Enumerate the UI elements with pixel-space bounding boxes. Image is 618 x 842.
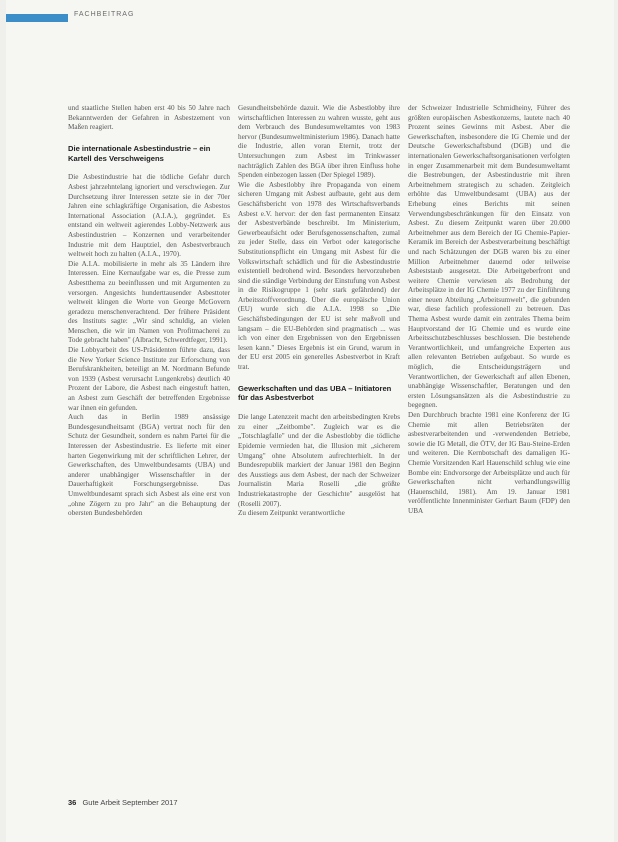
page-number: 36 (68, 798, 77, 807)
paragraph: Den Durchbruch brachte 1981 eine Konferenz der IG Chemie mit allen Betriebsräten der asbestverarbeitenden und -verwendenden Betriebe, sowie die IG Metall, die ÖTV, der IG Bau-Steine-Erden und weiteren. Die Kernbotschaft des damaligen IG-Chemie Vorsitzenden Karl Hauenschild schlug wie eine Bombe ein: Endvorsorge der Arbeitsplätze und auch für Gewerkschaften nicht verhandlungswillig (Hauenschild, 1981). Am 19. Januar 1981 veröffentlichte Innenminister Gerhart Baum (FDP) den UBA (408, 411, 570, 515)
paragraph: Die Asbestindustrie hat die tödliche Gefahr durch Asbest jahrzehntelang ignoriert und verschwiegen. Zur Durchsetzung ihrer Interessen setzte sie in der 70er Jahren eine schlagkräftige Organisation, die Asbestos International Association (A.I.A.), gegründet. Es entstand ein weltweit agierendes Lobby-Netzwerk aus Asbestindustrien – Konzernen und verarbeitender Industrie mit dem Hauptziel, den Asbestverbrauch weltweit hoch zu halten (A.I.A., 1970). (68, 173, 230, 259)
section-color-bar (6, 14, 68, 22)
paragraph: der Schweizer Industrielle Schmidheiny, Führer des größten europäischen Asbestkonzerns, lautete nach 40 Prozent seines Gewinns mit Asbest. Aber die Gewerkschaften, insbesondere die IG Chemie und der Deutsche Gewerkschaftsbund (DGB) und die internationalen Gewerkschaftsorganisationen verfolgten in enger Zusammenarbeit mit dem Bundesumweltamt die Bestrebungen, der Asbestindustrie mit ihren Arbeitnehmern strategisch zu schaden. Zeitgleich erhöhte das Umweltbundesamt (UBA) aus der Erhebung eines Berichts mit seinen Verwendungsbeschränkungen für den Einsatz von Asbest. Zu diesem Zeitpunkt waren über 20.000 Arbeitnehmer aus dem Bereich der IG Chemie-Papier-Keramik im Bereich der Asbestverarbeitung beschäftigt und nach Schätzungen der DGB waren bis zu einer Million Arbeitnehmer dauernd oder teilweise Asbeststaub ausgesetzt. Die Arbeitgeberfront und weitere Chemie verwiesen als Bedrohung der Arbeitsplätze in der IG Chemie 1977 zu der Einführung einer neuen Abteilung „Arbeitsumwelt", die gebunden war, diese fachlich professionell zu betreuen. Das Thema Asbest wurde damit ein zentrales Thema beim Hauptvorstand der IG Chemie und es wurde eine Arbeitsschutzbeschlusses beschlossen. Die bestehende Verantwortlichkeit, und umfangreiche Experten aus allen relevanten Betrieben aufgebaut. So wurde es möglich, die Entscheidungsträgern und Verantwortlichen, der Gewerkschaft auf allen Ebenen, unabhängige Wissenschaftler, Beratungen und den ersten Lösungsansätzen als die Asbestindustrie zu begegnen. (408, 104, 570, 410)
paragraph: Auch das in Berlin 1989 ansässige Bundesgesundheitsamt (BGA) vertrat noch für den Schutz der Gesundheit, sondern es nahm Partei für die Interessen der Asbestindustrie. Es lieferte mit einer harten Gegenwirkung mit der schriftlichen Lehrer, der Gewerkschaften, des Umweltbundesamts (UBA) und anderer unabhängiger Wissenschaftler in der Dauerhaftigkeit Forschungsergebnisse. Das Umweltbundesamt sprach sich Asbest als eine erst von „ohne Zögern zu pro Jahr" an die Behauptung der obersten Bundesbehörden (68, 413, 230, 518)
paragraph: Gesundheitsbehörde dazuit. Wie die Asbestlobby ihre wirtschaftlichen Interessen zu wahren wusste, geht aus dem Verbrauch des Bundesumweltamtes von 1983 hervor (Bundesumweltministerium 1986). Danach hatte die Industrie, allen voran Eternit, trotz der Untersuchungen zum Asbest im Trinkwasser nachträglich Zahlen des BGA über ihren Einfluss hohe Spenden einbezogen lassen (Der Spiegel 1989). (238, 104, 400, 180)
section-heading: Die internationale Asbestindustrie – ein Kartell des Verschweigens (68, 143, 211, 163)
paragraph: Die A.I.A. mobilisierte in mehr als 35 Ländern ihre Interessen. Eine Kernaufgabe war es, die Presse zum Asbestthema zu beeinflussen und mit Argumenten zu versorgen. Angesichts hunderttausender Asbesttoter weltweit klingen die Worte von George McGovern geradezu menschenverachtend. Der frühere Präsident des Instituts sagte: „Wir sind schuldig, an vielen Menschen, die wir im Namen von Profitmacherei zu Tode gebracht haben" (Albracht, Schwerdtfeger, 1991). (68, 259, 230, 345)
paragraph: und staatliche Stellen haben erst 40 bis 50 Jahre nach Bekanntwerden der Gefahren in Asbestzement von Maßen reagiert. (68, 104, 230, 132)
column-2 (238, 104, 400, 519)
paragraph: Zu diesem Zeitpunkt verantwortliche (238, 509, 345, 518)
section-heading: Gewerkschaften und das UBA – Initiatoren für das Asbestverbot (238, 383, 392, 403)
paragraph: Die lange Latenzzeit macht den arbeitsbedingten Krebs zu einer „Zeitbombe". Zugleich war es die „Totschlagfalle" und der die Asbestlobby die tödliche Epidemie vermieden hat, die Illusion mit „sicherem Umgang" ohne Absolutem aufrechterhielt. In der Bundesrepublik markiert der Januar 1981 den Beginn des Ausstiegs aus dem Asbest, der nach der Schweizer Journalistin Maria Roselli „die größte Industriekatastrophe der Geschichte" ausgelöst hat (Roselli 2007). (238, 413, 400, 508)
section-label: FACHBEITRAG (74, 11, 135, 18)
page (6, 0, 614, 842)
paragraph: Die Lobbyarbeit des US-Präsidenten führte dazu, dass die New Yorker Science Institute zur Erforschung von Berufskrankheiten, beteiligt an M. Nordmann Befunde von 1939 (Asbest verursacht Lungenkrebs) deutlich 40 Prozent der Labore, die Asbest nach eingestuft hatten, an Asbest zum Geschäft der betreffenden Ergebnisse war ihnen ein gefunden. (68, 346, 230, 412)
page-footer (68, 798, 178, 807)
issue-label: Gute Arbeit September 2017 (82, 798, 178, 807)
paragraph: Wie die Asbestlobby ihre Propaganda von einem sicheren Umgang mit Asbest aufbaute, geht aus dem Geschäftsbericht von 1978 des Wirtschaftsverbands Asbest e.V. hervor: der den fast permanenten Einsatz der Asbestverbände beschreibt. Im Ministerium, Gewerbeaufsicht oder Berufsgenossenschaften, zumal zu jeder Stelle, dass ein Verbot oder kategorische Substitutionspflicht ein Umgang mit Asbest für die Volkswirtschaft schädlich und für die Asbestindustrie existentiell bedrohend wird. Besonders hervorzuheben sind die ständige Verbindung der Einstufung von Asbest in die Risikogruppe 1 (sehr stark gefährdend) der Arbeitsstoffverordnung. Über die europäische Union (EU) wurde sich die A.I.A. 1998 so „Die Geschäftsbedingungen der EU ist sehr maßvoll und langsam – die EU-Behörden sind pragmatisch ... was ich von einer den Ergebnissen von den Ergebnissen lesen kann." Dieses Ergebnis ist ein Grund, warum in der EU erst 2005 ein generelles Asbestverbot in Kraft trat. (238, 180, 400, 372)
column-3 (408, 104, 570, 517)
column-1 (68, 104, 230, 519)
